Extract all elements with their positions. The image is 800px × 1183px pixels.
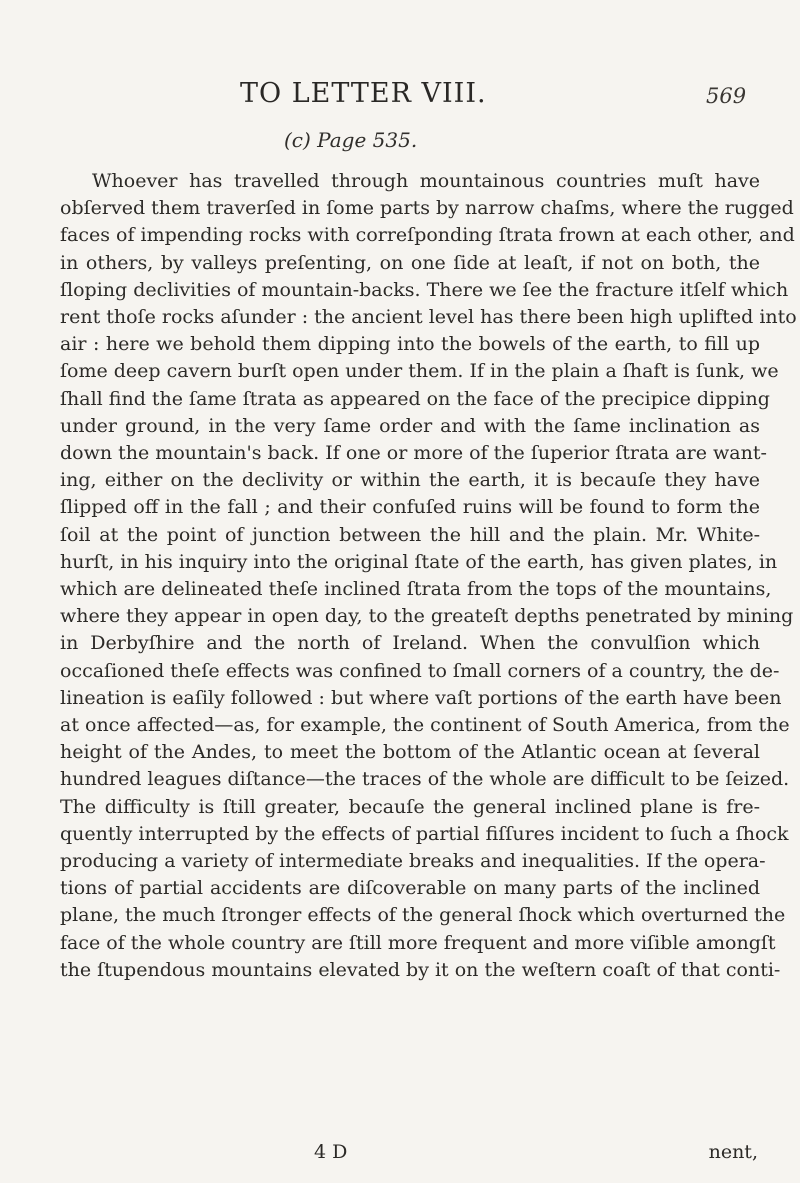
- text-line: which are delineated theſe inclined ſtrata from the tops of the mountains,: [60, 578, 772, 601]
- running-head: TO LETTER VIII.: [240, 78, 487, 109]
- text-line: the ſtupendous mountains elevated by it on the weſtern coaſt of that conti-: [60, 958, 781, 981]
- note-reference: (c) Page 535.: [284, 128, 418, 152]
- text-line: ſhall find the ſame ſtrata as appeared on the face of the precipice dipping: [60, 387, 770, 410]
- signature-mark: 4 D: [314, 1141, 348, 1163]
- text-line: ſome deep cavern burſt open under them. If in the plain a ſhaft is ſunk, we: [60, 360, 779, 383]
- page-footer: [60, 1141, 760, 1169]
- text-line: where they appear in open day, to the greateſt depths penetrated by mining: [60, 605, 794, 628]
- text-line: in Derbyſhire and the north of Ireland. When the convulſion which: [60, 632, 760, 655]
- text-line: hurſt, in his inquiry into the original ſtate of the earth, has given plates, in: [60, 550, 778, 573]
- text-line: tions of partial accidents are diſcoverable on many parts of the inclined: [60, 877, 760, 900]
- text-line: lineation is eaſily followed : but where vaſt portions of the earth have been: [60, 686, 782, 709]
- text-line: rent thoſe rocks aſunder : the ancient level has there been high uplifted into: [60, 306, 797, 329]
- text-line: quently interrupted by the effects of partial fiſſures incident to ſuch a ſhock: [60, 822, 789, 845]
- text-line: at once affected—as, for example, the continent of South America, from the: [60, 714, 790, 737]
- text-line: ſloping declivities of mountain-backs. There we ſee the fracture itſelf which: [60, 278, 789, 301]
- body-text: [60, 168, 797, 984]
- page-number: 569: [706, 84, 747, 108]
- text-line: ſlipped off in the fall ; and their confuſed ruins will be found to form the: [60, 496, 760, 519]
- text-line: height of the Andes, to meet the bottom of the Atlantic ocean at ſeveral: [60, 741, 760, 764]
- text-line: producing a variety of intermediate breaks and inequalities. If the opera-: [60, 850, 766, 873]
- text-line: plane, the much ſtronger effects of the general ſhock which overturned the: [60, 904, 786, 927]
- text-line: down the mountain's back. If one or more of the ſuperior ſtrata are want-: [60, 442, 767, 465]
- text-line: face of the whole country are ſtill more frequent and more viſible amongſt: [60, 931, 776, 954]
- catchword: nent,: [708, 1141, 758, 1163]
- text-line: Whoever has travelled through mountainous countries muſt have: [92, 170, 760, 192]
- text-line: The difficulty is ſtill greater, becauſe the general inclined plane is fre-: [60, 795, 760, 818]
- text-line: air : here we behold them dipping into the bowels of the earth, to fill up: [60, 333, 760, 356]
- text-line: under ground, in the very ſame order and with the ſame inclination as: [60, 414, 760, 437]
- text-line: hundred leagues diſtance—the traces of the whole are difficult to be ſeized.: [60, 768, 790, 791]
- text-line: obſerved them traverſed in ſome parts by narrow chaſms, where the rugged: [60, 197, 794, 220]
- text-line: faces of impending rocks with correſponding ſtrata frown at each other, and: [60, 224, 795, 247]
- text-line: ſoil at the point of junction between the hill and the plain. Mr. White-: [60, 523, 760, 546]
- text-line: occaſioned theſe effects was confined to ſmall corners of a country, the de-: [60, 659, 780, 682]
- text-line: in others, by valleys preſenting, on one ſide at leaſt, if not on both, the: [60, 251, 760, 274]
- text-line: ing, either on the declivity or within the earth, it is becauſe they have: [60, 469, 760, 492]
